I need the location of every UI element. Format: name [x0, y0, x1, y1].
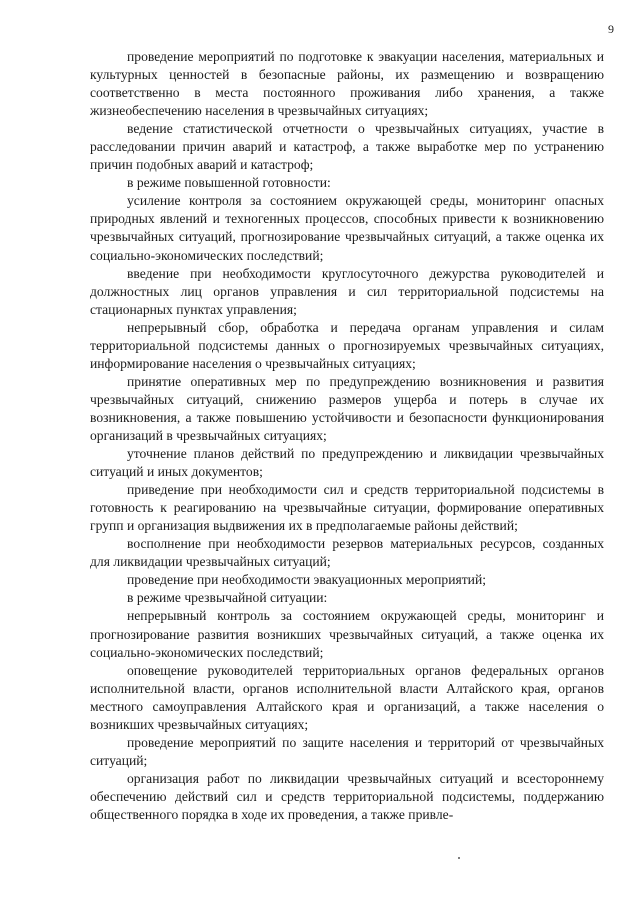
paragraph-liquidation-works: организация работ по ликвидации чрезвычайных ситуаций и всестороннему обеспечению действий сил и средств территориальной подсистемы, поддержанию общественного порядка в ходе их проведения, а также привле- — [90, 770, 604, 822]
paragraph-emergency-mode-heading: в режиме чрезвычайной ситуации: — [127, 590, 328, 606]
page-number: 9 — [608, 22, 614, 36]
paragraph-data-collection: непрерывный сбор, обработка и передача органам управления и силам территориальной подсистемы данных о прогнозируемых чрезвычайных ситуациях, информирование населения о чрезвычайных ситуациях; — [90, 319, 604, 371]
paragraph-round-the-clock-duty: введение при необходимости круглосуточного дежурства руководителей и должностных лиц органов управления и сил территориальной подсистемы на стационарных пунктах управления; — [90, 265, 604, 317]
paragraph-environment-monitoring: усиление контроля за состоянием окружающей среды, мониторинг опасных природных явлений и техногенных процессов, способных привести к возникновению чрезвычайных ситуаций, прогнозирование чрезвычайных ситуаций, а также оценка их социально-экономических последствий; — [90, 193, 604, 263]
paragraph-operational-measures: принятие оперативных мер по предупреждению возникновения и развития чрезвычайных ситуаций, снижению размеров ущерба и потерь в случае их возникновения, а также повышению устойчивости и безопасности функционирования организаций в чрезвычайных ситуациях; — [90, 373, 604, 443]
paragraph-plan-refinement: уточнение планов действий по предупреждению и ликвидации чрезвычайных ситуаций и иных документов; — [90, 446, 604, 480]
document-body — [90, 48, 604, 824]
paragraph-statistical-reporting: ведение статистической отчетности о чрезвычайных ситуациях, участие в расследовании причин аварий и катастроф, а также выработке мер по устранению причин подобных аварий и катастроф; — [90, 121, 604, 173]
paragraph-forces-readiness: приведение при необходимости сил и средств территориальной подсистемы в готовность к реагированию на чрезвычайные ситуации, формирование оперативных групп и организация выдвижения их в предполагаемые районы действий; — [90, 482, 604, 534]
paragraph-population-protection: проведение мероприятий по защите населения и территорий от чрезвычайных ситуаций; — [90, 734, 604, 768]
paragraph-reserves-replenishment: восполнение при необходимости резервов материальных ресурсов, созданных для ликвидации чрезвычайных ситуаций; — [90, 536, 604, 570]
paragraph-heightened-readiness-heading: в режиме повышенной готовности: — [127, 175, 331, 191]
paragraph-continuous-monitoring: непрерывный контроль за состоянием окружающей среды, мониторинг и прогнозирование развития возникших чрезвычайных ситуаций, а также оценка их социально-экономических последствий; — [90, 608, 604, 660]
scan-speck — [458, 857, 460, 859]
paragraph-evacuation-measures: проведение при необходимости эвакуационных мероприятий; — [127, 572, 486, 588]
paragraph-notification: оповещение руководителей территориальных органов федеральных органов исполнительной власти, органов исполнительной власти Алтайского края, органов местного самоуправления Алтайского края и организаций, а также населения о возникших чрезвычайных ситуациях; — [90, 662, 604, 732]
paragraph-evacuation-preparation: проведение мероприятий по подготовке к эвакуации населения, материальных и культурных ценностей в безопасные районы, их размещению и возвращению соответственно в места постоянного проживания либо хранения, а также жизнеобеспечению населения в чрезвычайных ситуациях; — [90, 49, 604, 119]
